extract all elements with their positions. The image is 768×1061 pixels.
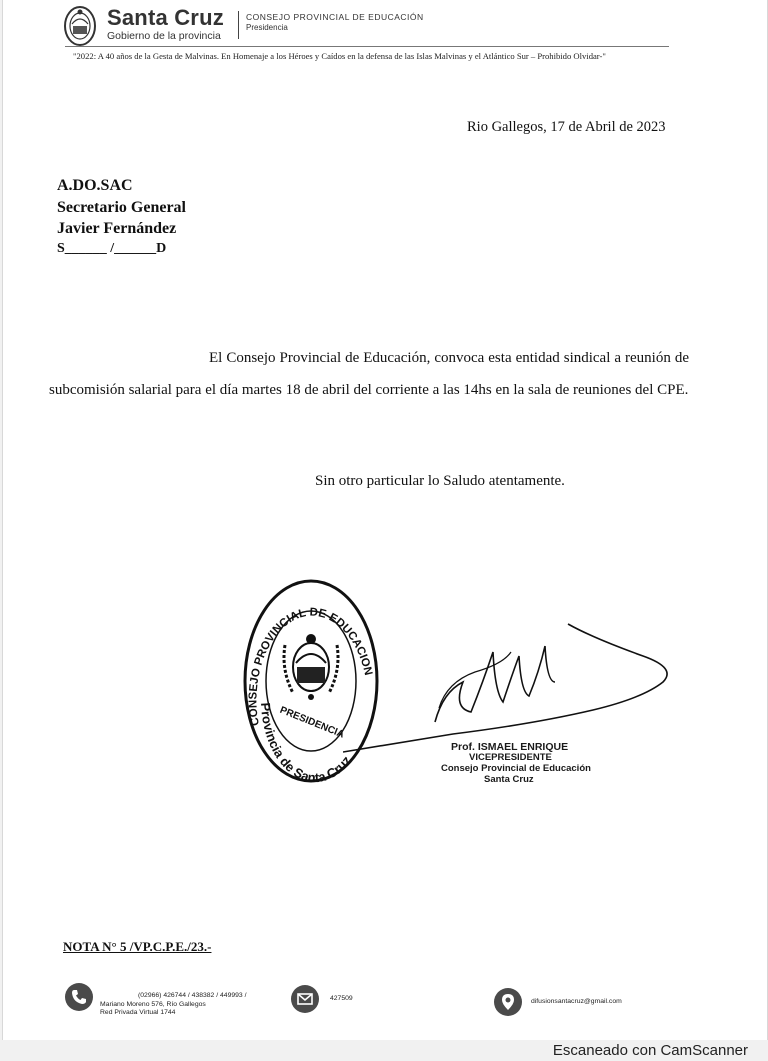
date-line: Rio Gallegos, 17 de Abril de 2023 [467, 119, 666, 135]
phone-numbers: (02966) 426744 / 438382 / 449993 / [138, 992, 247, 999]
private-network: Red Privada Virtual 1744 [100, 1009, 176, 1016]
stamp-outer-text-bottom: Provincia de Santa Cruz [257, 702, 354, 786]
stamp-emblem [284, 634, 338, 700]
header-divider [238, 11, 239, 39]
council-name: CONSEJO PROVINCIAL DE EDUCACIÓN [246, 12, 424, 22]
note-number: NOTA N° 5 /VP.C.P.E./23.- [63, 939, 212, 954]
stamp-outer-text-top: CONSEJO PROVINCIAL DE EDUCACION [247, 606, 375, 727]
recipient-line: Javier Fernández [57, 220, 177, 237]
letter-body: El Consejo Provincial de Educación, convoca esta entidad sindical a reunión de subcomisión salarial para el día martes 18 de abril del corriente a las 14hs en la sala de reuniones del CPE. [49, 350, 689, 398]
stamp-inner-text: PRESIDENCIA [278, 704, 346, 741]
phone-icon [65, 983, 93, 1011]
street-address: Mariano Moreno 576, Río Gallegos [100, 1000, 206, 1008]
document-page [2, 0, 768, 1040]
motto: "2022: A 40 años de la Gesta de Malvinas. En Homenaje a los Héroes y Caídos en la defensa de las Islas Malvinas y el Atlántico Sur – Prohibido Olvidar-" [73, 51, 606, 61]
closing-line: Sin otro particular lo Saludo atentamente. [315, 473, 565, 489]
signer-place: Santa Cruz [484, 774, 534, 785]
recipient-line: S______ /______D [57, 241, 167, 256]
header-rule [65, 46, 669, 47]
brand-subtitle: Gobierno de la provincia [107, 30, 221, 42]
email-address: difusionsantacruz@gmail.com [531, 998, 622, 1005]
crest-icon [63, 4, 97, 48]
fax-number: 427509 [330, 995, 353, 1002]
recipient-line: Secretario General [57, 199, 186, 216]
signer-institution: Consejo Provincial de Educación [441, 763, 591, 774]
contact-text [100, 992, 246, 1018]
scanner-watermark: Escaneado con CamScanner [552, 1042, 748, 1059]
handwritten-signature [343, 612, 683, 762]
signer-name: Prof. ISMAEL ENRIQUE [451, 741, 569, 753]
council-department: Presidencia [246, 23, 288, 32]
signer-role: VICEPRESIDENTE [469, 752, 552, 763]
brand-title: Santa Cruz [107, 5, 224, 30]
fax-icon [291, 985, 319, 1013]
location-icon [494, 988, 522, 1016]
recipient-line: A.DO.SAC [57, 177, 133, 194]
